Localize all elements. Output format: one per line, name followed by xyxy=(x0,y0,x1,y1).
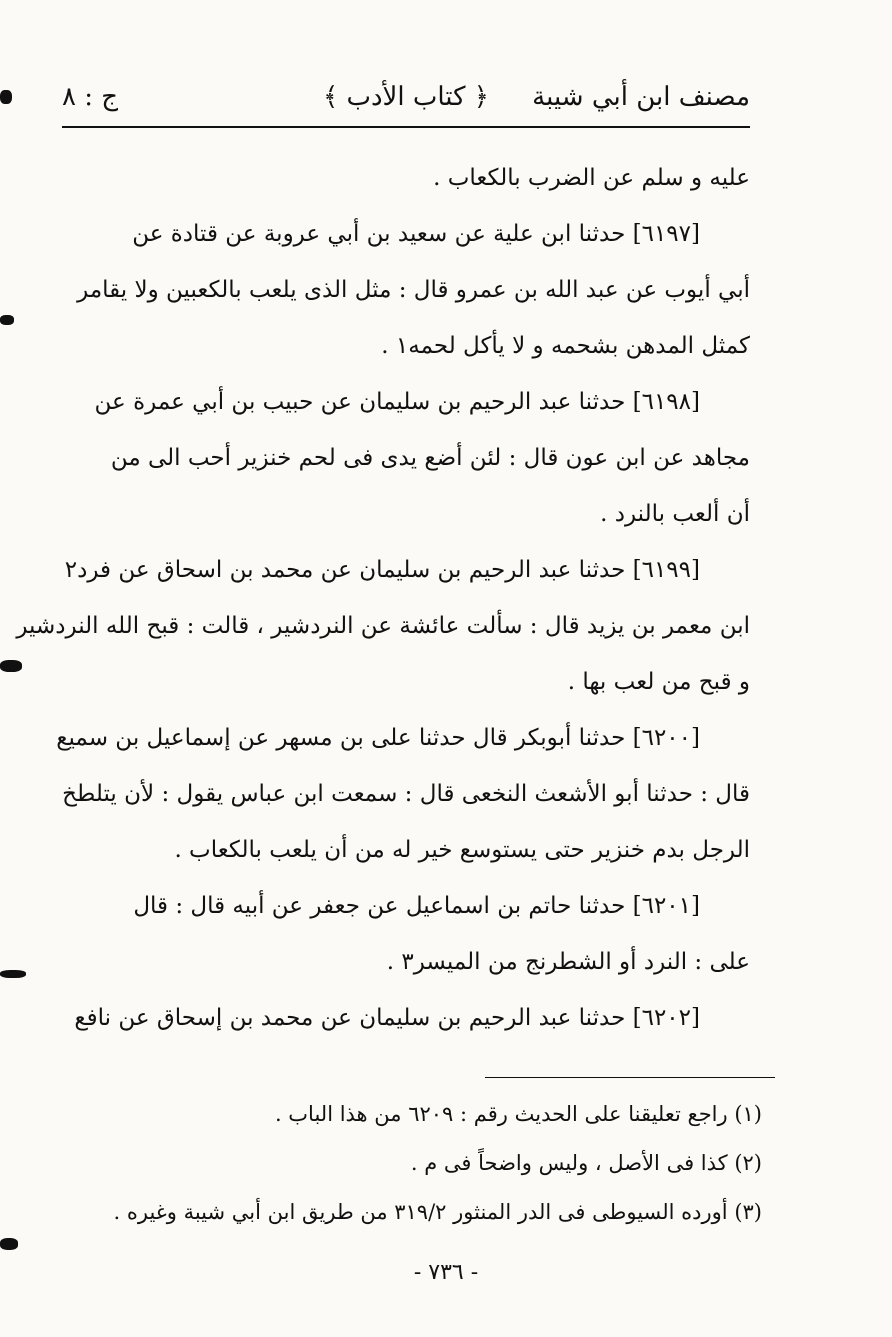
footnote-divider xyxy=(485,1077,775,1078)
scan-mark xyxy=(0,660,22,672)
footnote-3: (٣) أورده السيوطى فى الدر المنثور ٣١٩/٢ من طريق ابن أبي شيبة وغيره . xyxy=(113,1200,762,1224)
text-line: ابن معمر بن يزيد قال : سألت عائشة عن النردشير ، قالت : قبح الله النردشير xyxy=(16,613,750,639)
text-line: على : النرد أو الشطرنج من الميسر٣ . xyxy=(386,949,750,975)
footnotes xyxy=(100,1090,762,1237)
running-header xyxy=(62,78,750,128)
text-line: أن ألعب بالنرد . xyxy=(600,501,750,527)
hadith-6197: [٦١٩٧] حدثنا ابن علية عن سعيد بن أبي عروبة عن قتادة عن xyxy=(132,221,700,247)
scan-mark xyxy=(0,970,26,978)
scan-mark xyxy=(0,315,14,325)
volume-number: ج : ٨ xyxy=(62,82,119,112)
text-line: أبي أيوب عن عبد الله بن عمرو قال : مثل الذى يلعب بالكعبين ولا يقامر xyxy=(77,277,750,303)
hadith-6199: [٦١٩٩] حدثنا عبد الرحيم بن سليمان عن محمد بن اسحاق عن فرد٢ xyxy=(64,557,700,583)
hadith-6201: [٦٢٠١] حدثنا حاتم بن اسماعيل عن جعفر عن أبيه قال : قال xyxy=(133,893,700,919)
main-text xyxy=(16,150,750,1046)
text-line: قال : حدثنا أبو الأشعث النخعى قال : سمعت ابن عباس يقول : لأن يتلطخ xyxy=(62,781,750,807)
hadith-6198: [٦١٩٨] حدثنا عبد الرحيم بن سليمان عن حبيب بن أبي عمرة عن xyxy=(94,389,700,415)
scan-mark xyxy=(0,90,12,104)
text-line: كمثل المدهن بشحمه و لا يأكل لحمه١ . xyxy=(381,333,750,359)
hadith-6200: [٦٢٠٠] حدثنا أبوبكر قال حدثنا على بن مسهر عن إسماعيل بن سميع xyxy=(56,725,700,751)
text-line: عليه و سلم عن الضرب بالكعاب . xyxy=(433,165,750,191)
text-line: مجاهد عن ابن عون قال : لئن أضع يدى فى لحم خنزير أحب الى من xyxy=(110,445,750,471)
footnote-1: (١) راجع تعليقنا على الحديث رقم : ٦٢٠٩ من هذا الباب . xyxy=(274,1102,762,1126)
footnote-2: (٢) كذا فى الأصل ، وليس واضحاً فى م . xyxy=(410,1151,762,1175)
text-line: و قبح من لعب بها . xyxy=(567,669,750,695)
scan-mark xyxy=(0,1238,18,1250)
book-title: مصنف ابن أبي شيبة xyxy=(532,82,750,112)
chapter-title: ﴿ كتاب الأدب ﴾ xyxy=(323,82,489,112)
hadith-6202: [٦٢٠٢] حدثنا عبد الرحيم بن سليمان عن محمد بن إسحاق عن نافع xyxy=(74,1005,700,1031)
text-line: الرجل بدم خنزير حتى يستوسع خير له من أن يلعب بالكعاب . xyxy=(174,837,750,863)
page-number: - ٧٣٦ - xyxy=(413,1260,479,1285)
